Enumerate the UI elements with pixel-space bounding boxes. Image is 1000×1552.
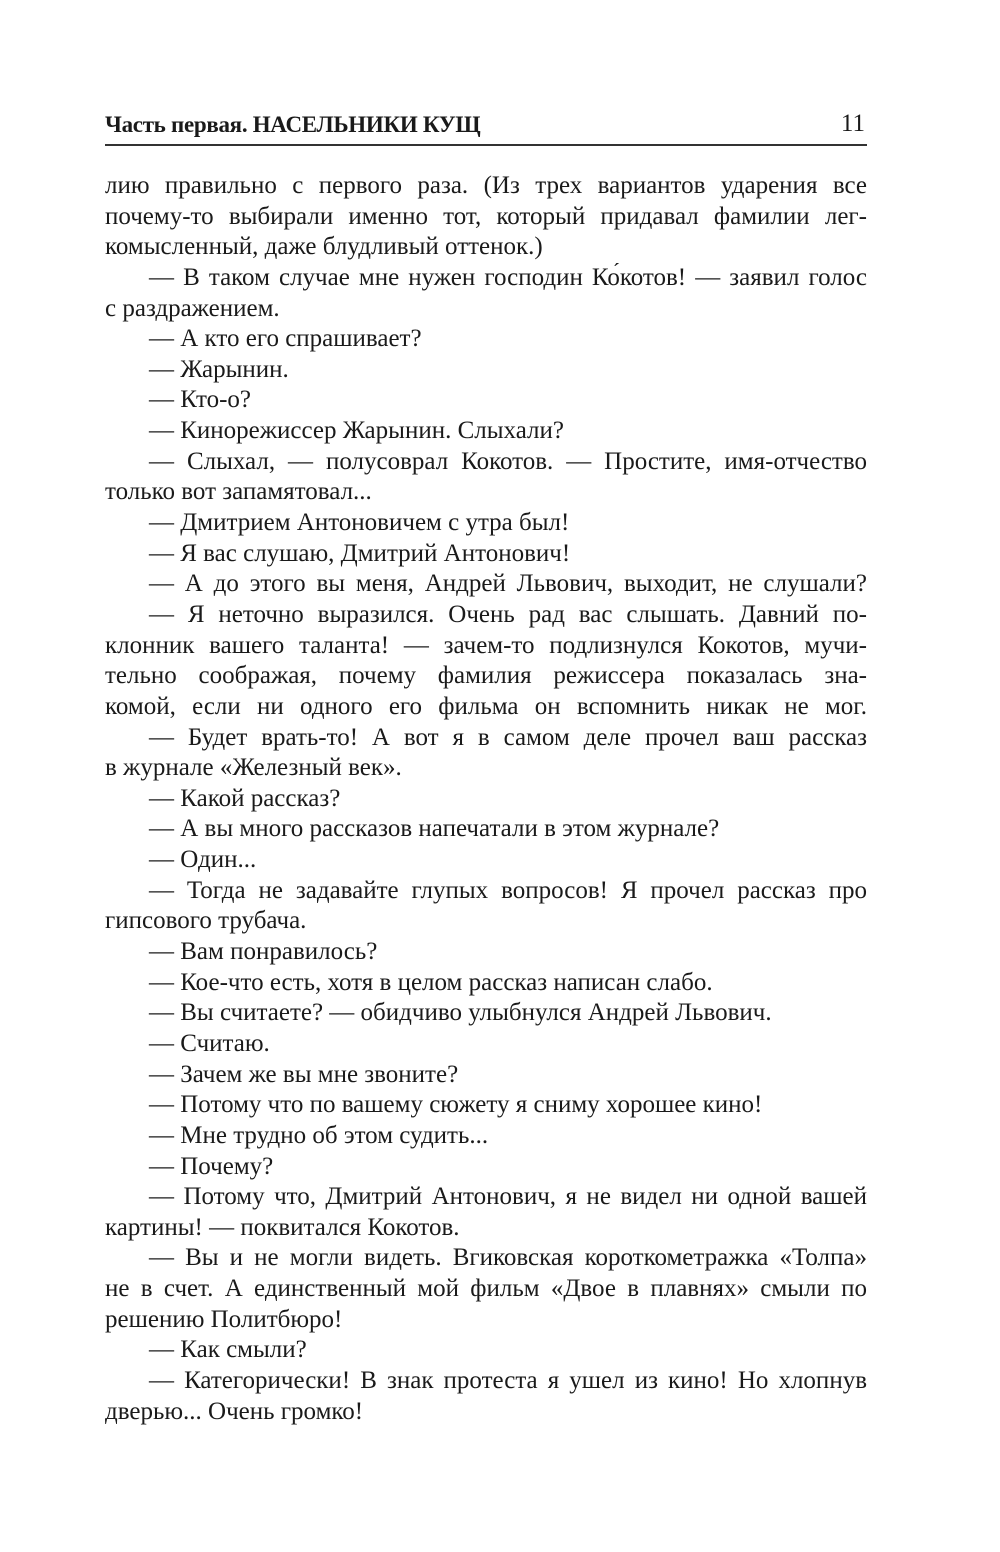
text-line: — Мне трудно об этом судить...	[149, 1121, 489, 1149]
text-line: — Тогда не задавайте глупых вопросов! Я прочел рассказ про	[149, 876, 867, 904]
text-line: — Один...	[149, 846, 257, 874]
text-line: решению Политбюро!	[105, 1305, 343, 1333]
text-line: не в счет. А единственный мой фильм «Двое в плавнях» смыли по	[105, 1275, 867, 1303]
text-line: — Как смыли?	[149, 1336, 307, 1364]
text-line: — А кто его спрашивает?	[149, 325, 422, 353]
text-line: — В таком случае мне нужен господин Ко́котов! — заявил голос	[149, 263, 867, 291]
text-line: — Я вас слушаю, Дмитрий Антонович!	[149, 539, 571, 567]
text-line: — Вам понравилось?	[149, 938, 378, 966]
text-line: — Слыхал, — полусоврал Кокотов. — Простите, имя-отчество	[149, 447, 867, 475]
text-line: — Дмитрием Антоновичем с утра был!	[149, 509, 570, 537]
text-line: — Кинорежиссер Жарынин. Слыхали?	[149, 417, 564, 445]
text-line: — А вы много рассказов напечатали в этом журнале?	[149, 815, 720, 843]
text-line: — Я неточно выразился. Очень рад вас слышать. Давний по-	[149, 600, 867, 628]
text-line: комой, если ни одного его фильма он вспомнить никак не мог.	[105, 692, 867, 720]
text-line: — Потому что, Дмитрий Антонович, я не видел ни одной вашей	[149, 1183, 867, 1211]
text-line: — Вы считаете? — обидчиво улыбнулся Андрей Львович.	[149, 999, 772, 1027]
page-header	[105, 108, 867, 146]
page-number: 11	[840, 110, 865, 137]
text-line: — Будет врать-то! А вот я в самом деле прочел ваш рассказ	[149, 723, 867, 751]
text-line: — А до этого вы меня, Андрей Львович, выходит, не слушали?	[149, 570, 867, 598]
text-line: с раздражением.	[105, 294, 280, 322]
text-line: — Потому что по вашему сюжету я сниму хорошее кино!	[149, 1091, 763, 1119]
text-line: дверью... Очень громко!	[105, 1397, 364, 1425]
text-line: комысленный, даже блудливый оттенок.)	[105, 233, 543, 261]
text-line: в журнале «Железный век».	[105, 754, 402, 782]
body-text	[105, 171, 867, 1427]
text-line: картины! — поквитался Кокотов.	[105, 1213, 460, 1241]
running-title: Часть первая. НАСЕЛЬНИКИ КУЩ	[105, 112, 481, 137]
text-line: — Кое-что есть, хотя в целом рассказ написан слабо.	[149, 968, 713, 996]
text-line: тельно соображая, почему фамилия режиссера показалась зна-	[105, 662, 867, 690]
text-line: — Зачем же вы мне звоните?	[149, 1060, 459, 1088]
text-line: — Почему?	[149, 1152, 274, 1180]
text-line: — Считаю.	[149, 1029, 270, 1057]
text-line: только вот запамятовал...	[105, 478, 372, 506]
text-line: — Кто-о?	[149, 386, 251, 414]
text-line: — Вы и не могли видеть. Вгиковская короткометражка «Толпа»	[149, 1244, 867, 1272]
text-line: клонник вашего таланта! — зачем-то подлизнулся Кокотов, мучи-	[105, 631, 867, 659]
text-line: гипсового трубача.	[105, 907, 307, 935]
text-line: почему-то выбирали именно тот, который придавал фамилии лег-	[105, 202, 867, 230]
text-line: — Категорически! В знак протеста я ушел из кино! Но хлопнув	[149, 1366, 867, 1394]
text-line: — Какой рассказ?	[149, 784, 341, 812]
text-line: лию правильно с первого раза. (Из трех вариантов ударения все	[105, 172, 867, 199]
text-line: — Жарынин.	[149, 355, 289, 383]
